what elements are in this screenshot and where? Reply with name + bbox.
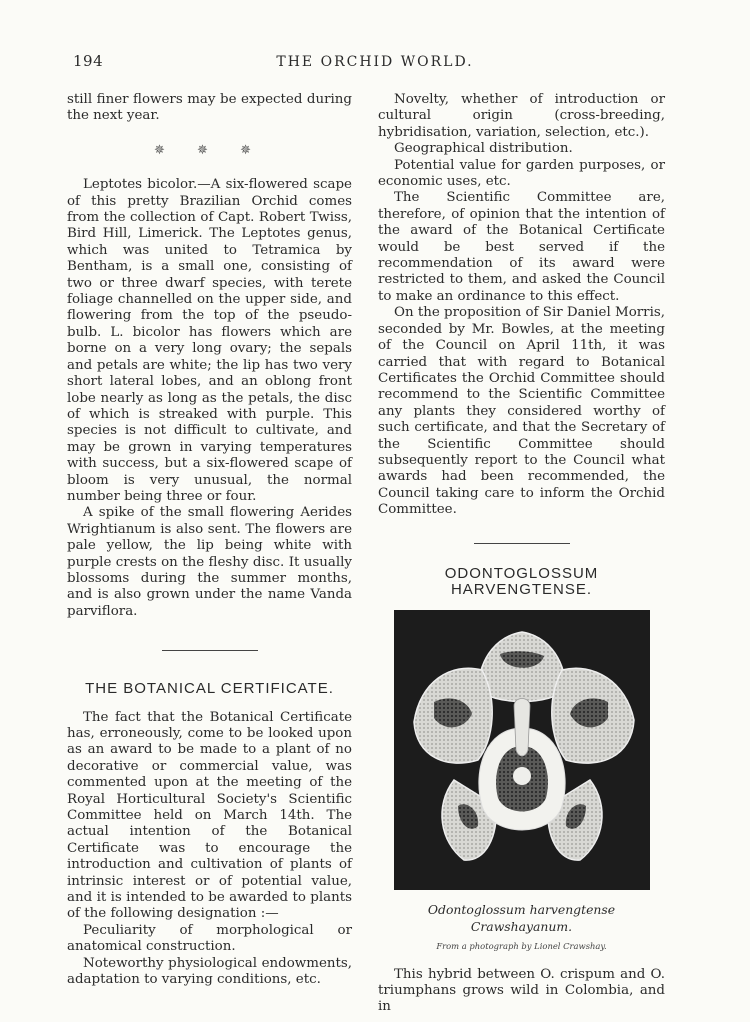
paragraph: On the proposition of Sir Daniel Morris, seconded by Mr. Bowles, at the meeting of the Council on April 11th, it was carried that with regard to Botanical Certificates the Orchid Committee should recommend to the Scientific Committee any plants they considered worthy of such certificate, and that the Secretary of the Scientific Committee should subsequently report to the Council what awards had been recommended, the Council taking care to inform the Orchid Committee. bbox=[378, 305, 665, 518]
section-ornament: ✵ ✵ ✵ bbox=[154, 142, 265, 158]
paragraph: Peculiarity of morphological or anatomical construction. bbox=[67, 922, 352, 955]
orchid-photograph bbox=[394, 610, 650, 890]
paragraph: This hybrid between O. crispum and O. triumphans grows wild in Colombia, and in bbox=[378, 966, 665, 1015]
orchid-flower-illustration bbox=[394, 610, 650, 890]
paragraph: Noteworthy physiological endowments, adaptation to varying conditions, etc. bbox=[67, 955, 352, 988]
right-column bbox=[378, 92, 665, 1016]
section-divider bbox=[162, 650, 258, 651]
section-heading: ODONTOGLOSSUM HARVENGTENSE. bbox=[444, 564, 599, 598]
figure-caption: Odontoglossum harvengtense Crawshayanum. bbox=[427, 902, 616, 934]
photo-credit: From a photograph by Lionel Crawshay. bbox=[436, 941, 607, 952]
paragraph: Geographical distribution. bbox=[394, 141, 573, 157]
running-title: THE ORCHID WORLD. bbox=[276, 54, 474, 70]
page-number: 194 bbox=[73, 52, 104, 70]
paragraph: The fact that the Botanical Certificate has, erroneously, come to be looked upon as an award to be made to a plant of no decorative or commercial value, was commented upon at the meeting of the Royal Horticultural Society's Scientific Committee held on March 14th. The actual intention of the Botanical Certificate was to encourage the introduction and cultivation of plants of intrinsic interest or of potential value, and it is intended to be awarded to plants of the following designation :— bbox=[67, 709, 352, 922]
section-divider bbox=[474, 543, 570, 544]
paragraph: The Scientific Committee are, therefore, of opinion that the intention of the award of the Botanical Certificate would be best served if the recommendation of its award were restricted to them, and asked the Council to make an ordinance to this effect. bbox=[378, 190, 665, 304]
left-column bbox=[67, 92, 352, 989]
section-heading: THE BOTANICAL CERTIFICATE. bbox=[85, 680, 334, 698]
paragraph: A spike of the small flowering Aerides Wrightianum is also sent. The flowers are pale yellow, the lip being white with purple crests on the fleshy disc. It usually blossoms during the summer months, and is also grown under the name Vanda parviflora. bbox=[67, 505, 352, 619]
paragraph: Potential value for garden purposes, or economic uses, etc. bbox=[378, 157, 665, 190]
paragraph: Novelty, whether of introduction or cultural origin (cross-breeding, hybridisation, variation, selection, etc.). bbox=[378, 92, 665, 140]
paragraph: Leptotes bicolor.—A six-flowered scape of this pretty Brazilian Orchid comes from the collection of Capt. Robert Twiss, Bird Hill, Limerick. The Leptotes genus, which was united to Tetramica by Bentham, is a small one, consisting of two or three dwarf species, with terete foliage channelled on the upper side, and flowering from the top of the pseudo-bulb. L. bicolor has flowers which are borne on a very long ovary; the sepals and petals are white; the lip has two very short lateral lobes, and an oblong front lobe nearly as long as the petals, the disc of which is streaked with purple. This species is not difficult to cultivate, and may be grown in varying temperatures with success, but a six-flowered scape of bloom is very unusual, the normal number being three or four. bbox=[67, 177, 352, 504]
paragraph: still finer flowers may be expected during the next year. bbox=[67, 92, 352, 124]
